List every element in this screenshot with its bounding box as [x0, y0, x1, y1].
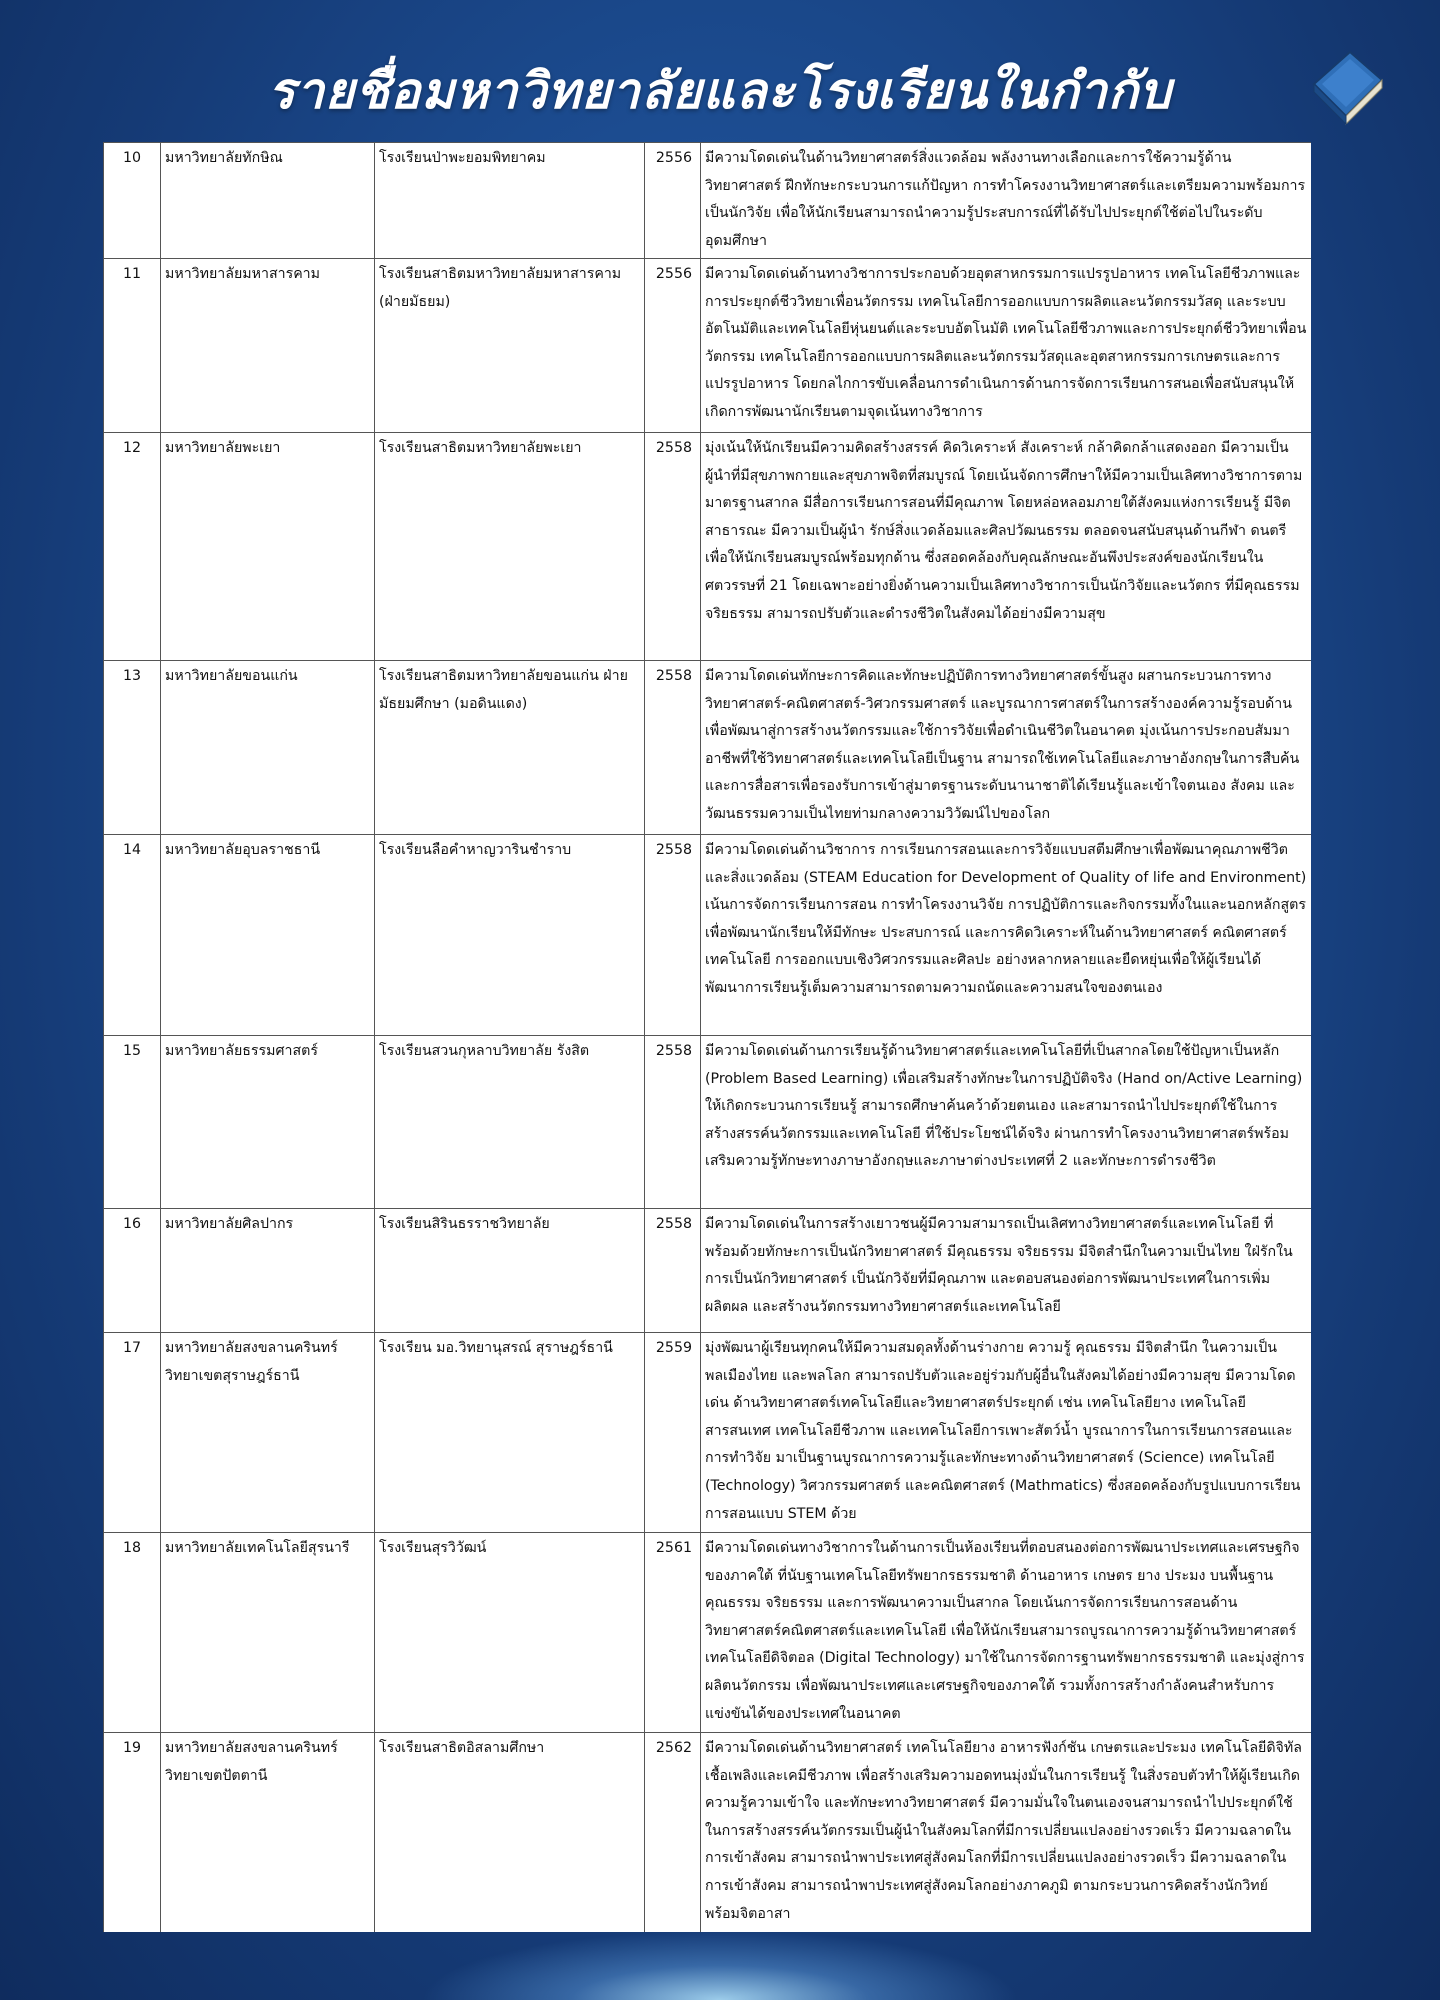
university-name: มหาวิทยาลัยมหาสารคาม [161, 259, 375, 433]
school-name: โรงเรียนสวนกุหลาบวิทยาลัย รังสิต [375, 1036, 645, 1209]
university-name: มหาวิทยาลัยขอนแก่น [161, 661, 375, 835]
description: มีความโดดเด่นด้านทางวิชาการประกอบด้วยอุตสาหกรรมการแปรรูปอาหาร เทคโนโลยีชีวภาพและการประยุกต์ชีววิทยาเพื่อนวัตกรรม เทคโนโลยีการออกแบบการผลิตและนวัตกรรมวัสดุ และระบบอัตโนมัติและเทคโนโลยีหุ่นยนต์และระบบอัตโนมัติ เทคโนโลยีชีวภาพและการประยุกต์ชีววิทยาเพื่อนวัตกรรม เทคโนโลยีการออกแบบการผลิตและนวัตกรรมวัสดุและอุตสาหกรรมการเกษตรและการแปรรูปอาหาร โดยกลไกการขับเคลื่อนการดำเนินการด้านการจัดการเรียนการสนอเพื่อสนับสนุนให้เกิดการพัฒนานักเรียนตามจุดเน้นทางวิชาการ [701, 259, 1312, 433]
book-icon [1308, 46, 1388, 126]
university-table [103, 142, 1311, 1932]
row-number: 14 [104, 835, 161, 1036]
school-name: โรงเรียนสาธิตอิสลามศึกษา [375, 1733, 645, 1933]
table-row [104, 1733, 1312, 1933]
table-row [104, 1533, 1312, 1733]
table-body [104, 143, 1312, 1933]
year: 2561 [645, 1533, 701, 1733]
row-number: 18 [104, 1533, 161, 1733]
table-row [104, 143, 1312, 259]
table-row [104, 1333, 1312, 1533]
table-row [104, 1209, 1312, 1333]
year: 2556 [645, 259, 701, 433]
row-number: 10 [104, 143, 161, 259]
table-row [104, 661, 1312, 835]
description: มีความโดดเด่นด้านวิชาการ การเรียนการสอนและการวิจัยแบบสตีมศึกษาเพื่อพัฒนาคุณภาพชีวิตและสิ่งแวดล้อม (STEAM Education for Development of Quality of life and Environment) เน้นการจัดการเรียนการสอน การทำโครงงานวิจัย การปฏิบัติการและกิจกรรมทั้งในและนอกหลักสูตรเพื่อพัฒนานักเรียนให้มีทักษะ ประสบการณ์ และการคิดวิเคราะห์ในด้านวิทยาศาสตร์ คณิตศาสตร์ เทคโนโลยี การออกแบบเชิงวิศวกรรมและศิลปะ อย่างหลากหลายและยืดหยุ่นเพื่อให้ผู้เรียนได้พัฒนาการเรียนรู้เต็มความสามารถตามความถนัดและความสนใจของตนเอง [701, 835, 1312, 1036]
row-number: 11 [104, 259, 161, 433]
page-title: รายชื่อมหาวิทยาลัยและโรงเรียนในกำกับ [268, 62, 1172, 120]
description: มีความโดดเด่นทักษะการคิดและทักษะปฏิบัติการทางวิทยาศาสตร์ขั้นสูง ผสานกระบวนการทางวิทยาศาสตร์-คณิตศาสตร์-วิศวกรรมศาสตร์ และบูรณาการศาสตร์ในการสร้างองค์ความรู้รอบด้าน เพื่อพัฒนาสู่การสร้างนวัตกรรมและใช้การวิจัยเพื่อดำเนินชีวิตในอนาคต มุ่งเน้นการประกอบสัมมาอาชีพที่ใช้วิทยาศาสตร์และเทคโนโลยีเป็นฐาน สามารถใช้เทคโนโลยีและภาษาอังกฤษในการสืบค้นและการสื่อสารเพื่อรองรับการเข้าสู่มาตรฐานระดับนานาชาติได้เรียนรู้และเข้าใจตนเอง สังคม และวัฒนธรรมความเป็นไทยท่ามกลางความวิวัฒน์ไปของโลก [701, 661, 1312, 835]
school-name: โรงเรียนสุรวิวัฒน์ [375, 1533, 645, 1733]
row-number: 19 [104, 1733, 161, 1933]
description: มีความโดดเด่นด้านการเรียนรู้ด้านวิทยาศาสตร์และเทคโนโลยีที่เป็นสากลโดยใช้ปัญหาเป็นหลัก (Problem Based Learning) เพื่อเสริมสร้างทักษะในการปฏิบัติจริง (Hand on/Active Learning) ให้เกิดกระบวนการเรียนรู้ สามารถศึกษาค้นคว้าด้วยตนเอง และสามารถนำไปประยุกต์ใช้ในการสร้างสรรค์นวัตกรรมและเทคโนโลยี ที่ใช้ประโยชน์ได้จริง ผ่านการทำโครงงานวิทยาศาสตร์พร้อมเสริมความรู้ทักษะทางภาษาอังกฤษและภาษาต่างประเทศที่ 2 และทักษะการดำรงชีวิต [701, 1036, 1312, 1209]
description: มีความโดดเด่นในด้านวิทยาศาสตร์สิ่งแวดล้อม พลังงานทางเลือกและการใช้ความรู้ด้านวิทยาศาสตร์ ฝึกทักษะกระบวนการแก้ปัญหา การทำโครงงานวิทยาศาสตร์และเตรียมความพร้อมการเป็นนักวิจัย เพื่อให้นักเรียนสามารถนำความรู้ประสบการณ์ที่ได้รับไปประยุกต์ใช้ต่อไปในระดับอุดมศึกษา [701, 143, 1312, 259]
school-name: โรงเรียนลือคำหาญวารินชำราบ [375, 835, 645, 1036]
university-name: มหาวิทยาลัยธรรมศาสตร์ [161, 1036, 375, 1209]
school-name: โรงเรียนสิรินธรราชวิทยาลัย [375, 1209, 645, 1333]
description: มุ่งพัฒนาผู้เรียนทุกคนให้มีความสมดุลทั้งด้านร่างกาย ความรู้ คุณธรรม มีจิตสำนึก ในความเป็นพลเมืองไทย และพลโลก สามารถปรับตัวและอยู่ร่วมกับผู้อื่นในสังคมได้อย่างมีความสุข มีความโดดเด่น ด้านวิทยาศาสตร์เทคโนโลยีและวิทยาศาสตร์ประยุกต์ เช่น เทคโนโลยียาง เทคโนโลยีสารสนเทศ เทคโนโลยีชีวภาพ และเทคโนโลยีการเพาะสัตว์น้ำ บูรณาการในการเรียนการสอนและการทำวิจัย มาเป็นฐานบูรณาการความรู้และทักษะทางด้านวิทยาศาสตร์ (Science) เทคโนโลยี (Technology) วิศวกรรมศาสตร์ และคณิตศาสตร์ (Mathmatics) ซึ่งสอดคล้องกับรูปแบบการเรียนการสอนแบบ STEM ด้วย [701, 1333, 1312, 1533]
year: 2558 [645, 661, 701, 835]
description: มีความโดดเด่นในการสร้างเยาวชนผู้มีความสามารถเป็นเลิศทางวิทยาศาสตร์และเทคโนโลยี ที่พร้อมด้วยทักษะการเป็นนักวิทยาศาสตร์ มีคุณธรรม จริยธรรม มีจิตสำนึกในความเป็นไทย ใฝ่รักในการเป็นนักวิทยาศาสตร์ เป็นนักวิจัยที่มีคุณภาพ และตอบสนองต่อการพัฒนาประเทศในการเพิ่มผลิตผล และสร้างนวัตกรรมทางวิทยาศาสตร์และเทคโนโลยี [701, 1209, 1312, 1333]
row-number: 16 [104, 1209, 161, 1333]
university-name: มหาวิทยาลัยสงขลานครินทร์ วิทยาเขตสุราษฎร์ธานี [161, 1333, 375, 1533]
description: มีความโดดเด่นทางวิชาการในด้านการเป็นห้องเรียนที่ตอบสนองต่อการพัฒนาประเทศและเศรษฐกิจของภาคใต้ ที่นับฐานเทคโนโลยีทรัพยากรธรรมชาติ ด้านอาหาร เกษตร ยาง ประมง บนพื้นฐานคุณธรรม จริยธรรม และการพัฒนาความเป็นสากล โดยเน้นการจัดการเรียนการสอนด้านวิทยาศาสตร์คณิตศาสตร์และเทคโนโลยี เพื่อให้นักเรียนสามารถบูรณาการความรู้ด้านวิทยาศาสตร์ เทคโนโลยีดิจิตอล (Digital Technology) มาใช้ในการจัดการฐานทรัพยากรธรรมชาติ และมุ่งสู่การผลิตนวัตกรรม เพื่อพัฒนาประเทศและเศรษฐกิจของภาคใต้ รวมทั้งการสร้างกำลังคนสำหรับการแข่งขันได้ของประเทศในอนาคต [701, 1533, 1312, 1733]
year: 2558 [645, 1036, 701, 1209]
university-name: มหาวิทยาลัยเทคโนโลยีสุรนารี [161, 1533, 375, 1733]
university-name: มหาวิทยาลัยทักษิณ [161, 143, 375, 259]
row-number: 12 [104, 433, 161, 661]
year: 2558 [645, 835, 701, 1036]
table-row [104, 259, 1312, 433]
school-name: โรงเรียนสาธิตมหาวิทยาลัยมหาสารคาม (ฝ่ายมัธยม) [375, 259, 645, 433]
university-name: มหาวิทยาลัยอุบลราชธานี [161, 835, 375, 1036]
school-name: โรงเรียน มอ.วิทยานุสรณ์ สุราษฎร์ธานี [375, 1333, 645, 1533]
description: มุ่งเน้นให้นักเรียนมีความคิดสร้างสรรค์ คิดวิเคราะห์ สังเคราะห์ กล้าคิดกล้าแสดงออก มีความเป็นผู้นำที่มีสุขภาพกายและสุขภาพจิตที่สมบูรณ์ โดยเน้นจัดการศึกษาให้มีความเป็นเลิศทางวิชาการตามมาตรฐานสากล มีสื่อการเรียนการสอนที่มีคุณภาพ โดยหล่อหลอมภายใต้สังคมแห่งการเรียนรู้ มีจิตสาธารณะ มีความเป็นผู้นำ รักษ์สิ่งแวดล้อมและศิลปวัฒนธรรม ตลอดจนสนับสนุนด้านกีฬา ดนตรี เพื่อให้นักเรียนสมบูรณ์พร้อมทุกด้าน ซึ่งสอดคล้องกับคุณลักษณะอันพึงประสงค์ของนักเรียนในศตวรรษที่ 21 โดยเฉพาะอย่างยิ่งด้านความเป็นเลิศทางวิชาการเป็นนักวิจัยและนวัตกร ที่มีคุณธรรมจริยธรรม สามารถปรับตัวและดำรงชีวิตในสังคมได้อย่างมีความสุข [701, 433, 1312, 661]
row-number: 17 [104, 1333, 161, 1533]
university-name: มหาวิทยาลัยศิลปากร [161, 1209, 375, 1333]
year: 2559 [645, 1333, 701, 1533]
school-name: โรงเรียนสาธิตมหาวิทยาลัยพะเยา [375, 433, 645, 661]
description: มีความโดดเด่นด้านวิทยาศาสตร์ เทคโนโลยียาง อาหารฟังก์ชัน เกษตรและประมง เทคโนโลยีดิจิทัล เชื้อเพลิงและเคมีชีวภาพ เพื่อสร้างเสริมความอดทนมุ่งมั่นในการเรียนรู้ ในสิ่งรอบตัวทำให้ผู้เรียนเกิดความรู้ความเข้าใจ และทักษะทางวิทยาศาสตร์ มีความมั่นใจในตนเองจนสามารถนำไปประยุกต์ใช้ในการสร้างสรรค์นวัตกรรมเป็นผู้นำในสังคมโลกที่มีการเปลี่ยนแปลงอย่างรวดเร็ว มีความฉลาดในการเข้าสังคม สามารถนำพาประเทศสู่สังคมโลกที่มีการเปลี่ยนแปลงอย่างรวดเร็ว มีความฉลาดในการเข้าสังคม สามารถนำพาประเทศสู่สังคมโลกอย่างภาคภูมิ ตามกระบวนการคิดสร้างนักวิทย์ พร้อมจิตอาสา [701, 1733, 1312, 1933]
year: 2556 [645, 143, 701, 259]
bottom-light-glow [420, 1930, 1020, 2000]
year: 2558 [645, 1209, 701, 1333]
table-row [104, 1036, 1312, 1209]
university-name: มหาวิทยาลัยสงขลานครินทร์ วิทยาเขตปัตตานี [161, 1733, 375, 1933]
university-name: มหาวิทยาลัยพะเยา [161, 433, 375, 661]
table-row [104, 433, 1312, 661]
table-row [104, 835, 1312, 1036]
year: 2562 [645, 1733, 701, 1933]
school-name: โรงเรียนสาธิตมหาวิทยาลัยขอนแก่น ฝ่ายมัธยมศึกษา (มอดินแดง) [375, 661, 645, 835]
school-name: โรงเรียนป่าพะยอมพิทยาคม [375, 143, 645, 259]
row-number: 13 [104, 661, 161, 835]
row-number: 15 [104, 1036, 161, 1209]
university-table-sheet [103, 142, 1311, 1932]
year: 2558 [645, 433, 701, 661]
